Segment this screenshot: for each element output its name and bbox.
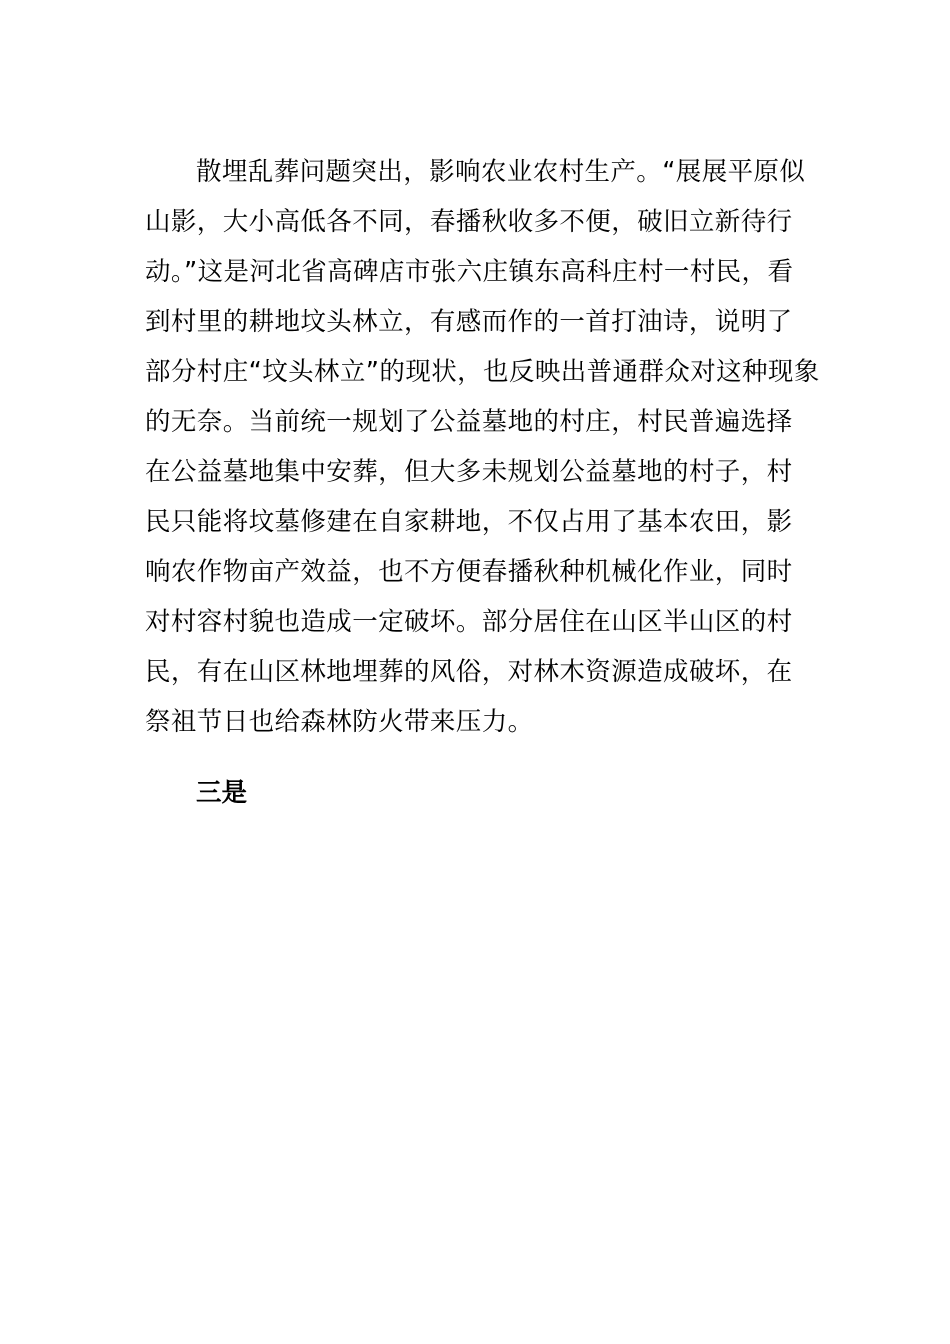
paragraph-line: 山影，大小高低各不同，春播秋收多不便，破旧立新待行 bbox=[145, 207, 793, 237]
paragraph-line: 部分村庄“坟头林立”的现状，也反映出普通群众对这种现象 bbox=[145, 357, 820, 387]
paragraph-line: 响农作物亩产效益，也不方便春播秋种机械化作业，同时 bbox=[145, 557, 793, 587]
paragraph-line: 民，有在山区林地埋葬的风俗，对林木资源造成破坏，在 bbox=[145, 657, 793, 687]
paragraph-line: 在公益墓地集中安葬，但大多未规划公益墓地的村子，村 bbox=[145, 457, 793, 487]
paragraph-line: 民只能将坟墓修建在自家耕地，不仅占用了基本农田，影 bbox=[145, 507, 793, 537]
paragraph-line: 散埋乱葬问题突出，影响农业农村生产。“展展平原似 bbox=[196, 157, 806, 187]
paragraph-line: 动。”这是河北省高碑店市张六庄镇东高科庄村一村民，看 bbox=[145, 257, 794, 287]
paragraph-line: 的无奈。当前统一规划了公益墓地的村庄，村民普遍选择 bbox=[145, 407, 793, 437]
paragraph-line: 对村容村貌也造成一定破坏。部分居住在山区半山区的村 bbox=[145, 607, 793, 637]
paragraph-line: 到村里的耕地坟头林立，有感而作的一首打油诗，说明了 bbox=[145, 307, 793, 337]
section-heading: 三是 bbox=[196, 778, 248, 808]
paragraph-line: 祭祖节日也给森林防火带来压力。 bbox=[145, 707, 534, 737]
